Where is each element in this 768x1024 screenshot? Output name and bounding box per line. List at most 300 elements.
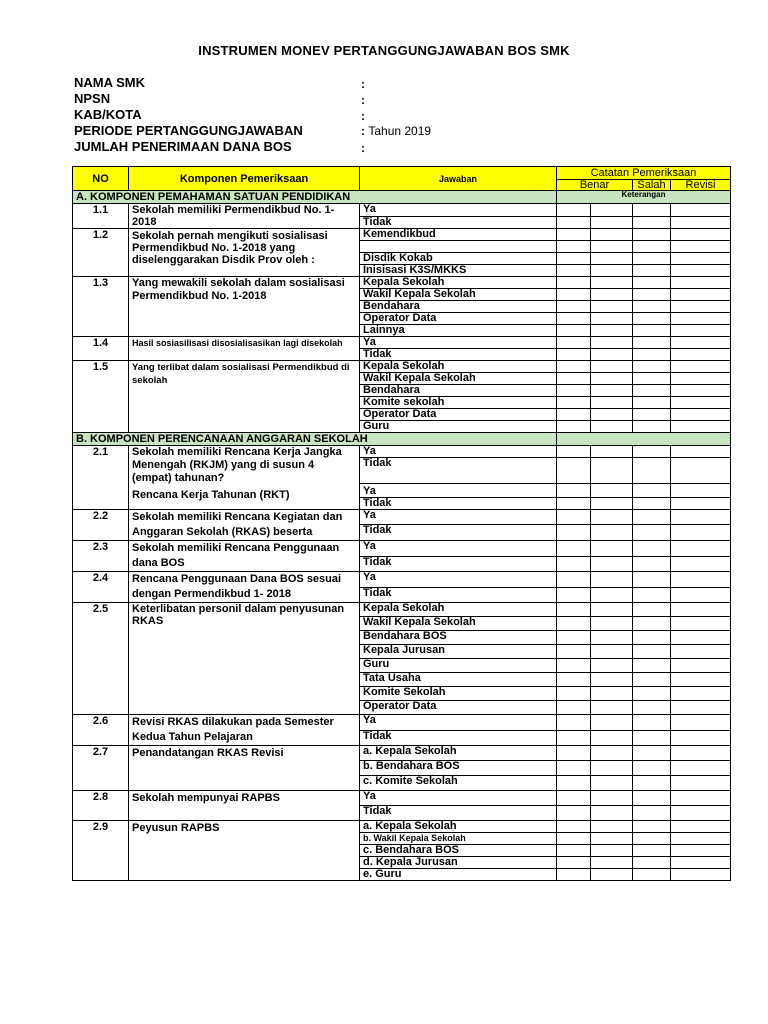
- check-cell[interactable]: [633, 761, 671, 776]
- header-komponen: Komponen Pemeriksaan: [129, 167, 360, 191]
- answer-option: Operator Data: [360, 409, 557, 421]
- check-cell[interactable]: [671, 277, 731, 289]
- check-cell[interactable]: [591, 397, 633, 409]
- check-cell[interactable]: [671, 229, 731, 241]
- check-cell[interactable]: [591, 701, 633, 715]
- answer-option: Wakil Kepala Sekolah: [360, 373, 557, 385]
- check-cell[interactable]: [671, 821, 731, 833]
- answer-option: Bendahara: [360, 301, 557, 313]
- info-label-periode: PERIODE PERTANGGUNGJAWABAN: [74, 123, 303, 138]
- check-cell[interactable]: [671, 349, 731, 361]
- check-cell[interactable]: [671, 673, 731, 687]
- check-cell[interactable]: [591, 498, 633, 510]
- check-cell[interactable]: [591, 484, 633, 498]
- check-cell[interactable]: [671, 541, 731, 557]
- answer-option: Wakil Kepala Sekolah: [360, 289, 557, 301]
- check-cell[interactable]: [633, 241, 671, 253]
- row-no: 2.3: [73, 541, 129, 572]
- check-cell[interactable]: [671, 313, 731, 325]
- answer-option: Disdik Kokab: [360, 253, 557, 265]
- answer-option: Ya: [360, 572, 557, 588]
- check-cell[interactable]: [633, 791, 671, 806]
- row-no: 2.5: [73, 603, 129, 715]
- info-label-npsn: NPSN: [74, 91, 111, 106]
- answer-option: Kepala Jurusan: [360, 645, 557, 659]
- check-cell[interactable]: [591, 325, 633, 337]
- table-row: [73, 541, 731, 557]
- table-row: [73, 337, 731, 349]
- check-cell[interactable]: [633, 687, 671, 701]
- check-cell[interactable]: [671, 833, 731, 845]
- row-no: 1.4: [73, 337, 129, 361]
- section-b-heading: B. KOMPONEN PERENCANAAN ANGGARAN SEKOLAH: [73, 433, 557, 446]
- row-no: 1.5: [73, 361, 129, 433]
- table-row: [73, 446, 731, 458]
- table-row: [73, 229, 731, 241]
- check-cell[interactable]: [557, 409, 591, 421]
- check-cell[interactable]: [591, 572, 633, 588]
- check-cell[interactable]: [557, 631, 591, 645]
- check-cell[interactable]: [557, 325, 591, 337]
- check-cell[interactable]: [557, 806, 591, 821]
- answer-option: Tidak: [360, 349, 557, 361]
- check-cell[interactable]: [633, 541, 671, 557]
- answer-option: b. Wakil Kepala Sekolah: [360, 833, 557, 845]
- check-cell[interactable]: [633, 289, 671, 301]
- check-cell[interactable]: [557, 498, 591, 510]
- check-cell[interactable]: [671, 397, 731, 409]
- header-no: NO: [73, 167, 129, 191]
- check-cell[interactable]: [633, 524, 671, 540]
- check-cell[interactable]: [671, 241, 731, 253]
- check-cell[interactable]: [591, 645, 633, 659]
- check-cell[interactable]: [671, 510, 731, 525]
- info-label-kab-kota: KAB/KOTA: [74, 107, 142, 122]
- row-no: 2.2: [73, 510, 129, 541]
- row-komponen: Sekolah memiliki Rencana Kegiatan dan Anggaran Sekolah (RKAS) beserta: [129, 510, 360, 541]
- check-cell[interactable]: [557, 776, 591, 791]
- check-cell[interactable]: [633, 265, 671, 277]
- check-cell[interactable]: [671, 687, 731, 701]
- check-cell[interactable]: [633, 730, 671, 746]
- check-cell[interactable]: [591, 603, 633, 617]
- check-cell[interactable]: [633, 701, 671, 715]
- answer-option: Tidak: [360, 806, 557, 821]
- answer-option: Ya: [360, 791, 557, 806]
- answer-option: Ya: [360, 715, 557, 731]
- check-cell[interactable]: [557, 337, 591, 349]
- check-cell[interactable]: [633, 337, 671, 349]
- info-value-periode: Tahun 2019: [368, 124, 432, 138]
- answer-option: Komite Sekolah: [360, 687, 557, 701]
- check-cell[interactable]: [671, 484, 731, 498]
- check-cell[interactable]: [591, 746, 633, 761]
- check-cell[interactable]: [591, 361, 633, 373]
- info-label-jumlah: JUMLAH PENERIMAAN DANA BOS: [74, 139, 292, 154]
- check-cell[interactable]: [591, 791, 633, 806]
- check-cell[interactable]: [591, 446, 633, 458]
- check-cell[interactable]: [557, 673, 591, 687]
- check-cell[interactable]: [671, 845, 731, 857]
- answer-option: [360, 241, 557, 253]
- answer-option: Guru: [360, 421, 557, 433]
- answer-option: Tidak: [360, 216, 557, 229]
- check-cell[interactable]: [633, 746, 671, 761]
- check-cell[interactable]: [591, 715, 633, 731]
- check-cell[interactable]: [591, 301, 633, 313]
- row-no: 2.6: [73, 715, 129, 746]
- check-cell[interactable]: [591, 289, 633, 301]
- check-cell[interactable]: [591, 385, 633, 397]
- row-komponen: Rencana Penggunaan Dana BOS sesuai dengan Permendikbud 1- 2018: [129, 572, 360, 603]
- answer-option: Ya: [360, 510, 557, 525]
- answer-option: Ya: [360, 484, 557, 498]
- check-cell[interactable]: [591, 687, 633, 701]
- check-cell[interactable]: [633, 869, 671, 881]
- check-cell[interactable]: [671, 587, 731, 603]
- check-cell[interactable]: [557, 349, 591, 361]
- check-cell[interactable]: [633, 715, 671, 731]
- info-colon-kab-kota: :: [361, 109, 365, 123]
- check-cell[interactable]: [671, 857, 731, 869]
- row-no: 1.3: [73, 277, 129, 337]
- check-cell[interactable]: [633, 617, 671, 631]
- check-cell[interactable]: [633, 510, 671, 525]
- check-cell[interactable]: [557, 701, 591, 715]
- check-cell[interactable]: [671, 659, 731, 673]
- check-cell[interactable]: [671, 253, 731, 265]
- check-cell[interactable]: [591, 216, 633, 229]
- check-cell[interactable]: [671, 409, 731, 421]
- row-komponen: Sekolah memiliki Permendikbud No. 1-2018: [129, 204, 360, 229]
- answer-option: c. Komite Sekolah: [360, 776, 557, 791]
- table-row: [73, 791, 731, 806]
- check-cell[interactable]: [591, 349, 633, 361]
- check-cell[interactable]: [557, 541, 591, 557]
- info-colon-nama-smk: :: [361, 77, 365, 91]
- check-cell[interactable]: [591, 730, 633, 746]
- monev-table: [72, 166, 731, 881]
- check-cell[interactable]: [591, 253, 633, 265]
- check-cell[interactable]: [671, 524, 731, 540]
- check-cell[interactable]: [671, 603, 731, 617]
- check-cell[interactable]: [591, 204, 633, 217]
- check-cell[interactable]: [557, 715, 591, 731]
- answer-option: Tidak: [360, 524, 557, 540]
- answer-option: a. Kepala Sekolah: [360, 821, 557, 833]
- check-cell[interactable]: [633, 397, 671, 409]
- check-cell[interactable]: [557, 833, 591, 845]
- table-row: [73, 603, 731, 617]
- check-cell[interactable]: [557, 484, 591, 498]
- check-cell[interactable]: [591, 761, 633, 776]
- check-cell[interactable]: [557, 421, 591, 433]
- check-cell[interactable]: [557, 761, 591, 776]
- answer-option: b. Bendahara BOS: [360, 761, 557, 776]
- table-row: [73, 572, 731, 588]
- check-cell[interactable]: [633, 446, 671, 458]
- row-no: 2.4: [73, 572, 129, 603]
- header-benar: Benar: [557, 180, 633, 191]
- check-cell[interactable]: [671, 730, 731, 746]
- row-komponen-text-2: Rencana Kerja Tahunan (RKT): [132, 489, 290, 501]
- answer-option: Tidak: [360, 730, 557, 746]
- info-colon-jumlah: :: [361, 141, 365, 155]
- check-cell[interactable]: [633, 572, 671, 588]
- check-cell[interactable]: [633, 253, 671, 265]
- check-cell[interactable]: [591, 458, 633, 484]
- check-cell[interactable]: [633, 484, 671, 498]
- row-no: 2.9: [73, 821, 129, 881]
- check-cell[interactable]: [671, 289, 731, 301]
- check-cell[interactable]: [557, 687, 591, 701]
- check-cell[interactable]: [671, 776, 731, 791]
- check-cell[interactable]: [671, 556, 731, 572]
- check-cell[interactable]: [557, 229, 591, 241]
- check-cell[interactable]: [671, 498, 731, 510]
- row-komponen: Keterlibatan personil dalam penyusunan RKAS: [129, 603, 360, 715]
- answer-option: Wakil Kepala Sekolah: [360, 617, 557, 631]
- check-cell[interactable]: [671, 869, 731, 881]
- check-cell[interactable]: [671, 325, 731, 337]
- check-cell[interactable]: [671, 301, 731, 313]
- header-keterangan: Keterangan: [621, 190, 666, 199]
- check-cell[interactable]: [633, 277, 671, 289]
- header-revisi: Revisi: [671, 180, 731, 191]
- check-cell[interactable]: [633, 204, 671, 217]
- check-cell[interactable]: [557, 397, 591, 409]
- check-cell[interactable]: [557, 587, 591, 603]
- row-komponen-text: Sekolah memiliki Rencana Kerja Jangka Menengah (RKJM) yang di susun 4 (empat) tahunan?: [132, 446, 342, 484]
- check-cell[interactable]: [557, 659, 591, 673]
- check-cell[interactable]: [591, 833, 633, 845]
- check-cell[interactable]: [591, 776, 633, 791]
- info-colon-periode-colon: :: [361, 124, 365, 138]
- check-cell[interactable]: [557, 204, 591, 217]
- table-row: [73, 277, 731, 289]
- check-cell[interactable]: [591, 857, 633, 869]
- check-cell[interactable]: [591, 541, 633, 557]
- check-cell[interactable]: [591, 869, 633, 881]
- answer-option: Kepala Sekolah: [360, 277, 557, 289]
- check-cell[interactable]: [671, 458, 731, 484]
- check-cell[interactable]: [633, 349, 671, 361]
- check-cell[interactable]: [633, 373, 671, 385]
- answer-option: c. Bendahara BOS: [360, 845, 557, 857]
- check-cell[interactable]: [633, 587, 671, 603]
- check-cell[interactable]: [633, 845, 671, 857]
- check-cell[interactable]: [591, 241, 633, 253]
- row-no: 2.1: [73, 446, 129, 510]
- check-cell[interactable]: [557, 458, 591, 484]
- answer-option: a. Kepala Sekolah: [360, 746, 557, 761]
- answer-option: Tata Usaha: [360, 673, 557, 687]
- check-cell[interactable]: [633, 216, 671, 229]
- check-cell[interactable]: [671, 216, 731, 229]
- check-cell[interactable]: [557, 277, 591, 289]
- check-cell[interactable]: [633, 821, 671, 833]
- check-cell[interactable]: [591, 409, 633, 421]
- check-cell[interactable]: [633, 301, 671, 313]
- check-cell[interactable]: [633, 857, 671, 869]
- check-cell[interactable]: [557, 361, 591, 373]
- check-cell[interactable]: [557, 446, 591, 458]
- check-cell[interactable]: [591, 806, 633, 821]
- check-cell[interactable]: [633, 421, 671, 433]
- answer-option: Guru: [360, 659, 557, 673]
- answer-option: Kepala Sekolah: [360, 361, 557, 373]
- info-label-nama-smk: NAMA SMK: [74, 75, 146, 90]
- check-cell[interactable]: [557, 845, 591, 857]
- check-cell[interactable]: [557, 301, 591, 313]
- table-row: [73, 821, 731, 833]
- row-komponen: Sekolah memiliki Rencana Penggunaan dana BOS: [129, 541, 360, 572]
- row-komponen: Sekolah mempunyai RAPBS: [129, 791, 360, 821]
- check-cell[interactable]: [671, 631, 731, 645]
- check-cell[interactable]: [591, 510, 633, 525]
- check-cell[interactable]: [633, 498, 671, 510]
- check-cell[interactable]: [557, 730, 591, 746]
- header-catatan: Catatan Pemeriksaan: [557, 167, 731, 180]
- check-cell[interactable]: [557, 791, 591, 806]
- check-cell[interactable]: [591, 556, 633, 572]
- row-komponen: Sekolah pernah mengikuti sosialisasi Permendikbud No. 1-2018 yang diselenggarakan Disdik Prov oleh :: [129, 229, 360, 277]
- answer-option: Operator Data: [360, 313, 557, 325]
- check-cell[interactable]: [591, 229, 633, 241]
- check-cell[interactable]: [557, 313, 591, 325]
- answer-option: Tidak: [360, 587, 557, 603]
- check-cell[interactable]: [591, 659, 633, 673]
- section-a-heading: A. KOMPONEN PEMAHAMAN SATUAN PENDIDIKAN: [73, 191, 557, 204]
- answer-option: Bendahara: [360, 385, 557, 397]
- check-cell[interactable]: [557, 216, 591, 229]
- row-no: 1.1: [73, 204, 129, 229]
- check-cell[interactable]: [591, 277, 633, 289]
- check-cell[interactable]: [557, 869, 591, 881]
- check-cell[interactable]: [591, 587, 633, 603]
- check-cell[interactable]: [671, 617, 731, 631]
- check-cell[interactable]: [557, 645, 591, 659]
- check-cell[interactable]: [671, 746, 731, 761]
- check-cell[interactable]: [591, 421, 633, 433]
- answer-option: Kepala Sekolah: [360, 603, 557, 617]
- check-cell[interactable]: [671, 701, 731, 715]
- check-cell[interactable]: [633, 361, 671, 373]
- row-komponen: Penandatangan RKAS Revisi: [129, 746, 360, 791]
- check-cell[interactable]: [557, 524, 591, 540]
- answer-option: Ya: [360, 337, 557, 349]
- table-row: [73, 510, 731, 525]
- table-row: [73, 715, 731, 731]
- check-cell[interactable]: [591, 631, 633, 645]
- check-cell[interactable]: [557, 289, 591, 301]
- check-cell[interactable]: [671, 361, 731, 373]
- check-cell[interactable]: [671, 572, 731, 588]
- check-cell[interactable]: [671, 761, 731, 776]
- check-cell[interactable]: [557, 821, 591, 833]
- row-komponen: Hasil sosiasilisasi disosialisasikan lagi disekolah: [129, 337, 360, 361]
- answer-option: Ya: [360, 541, 557, 557]
- check-cell[interactable]: [633, 631, 671, 645]
- check-cell[interactable]: [671, 373, 731, 385]
- check-cell[interactable]: [671, 791, 731, 806]
- check-cell[interactable]: [557, 603, 591, 617]
- check-cell[interactable]: [671, 806, 731, 821]
- check-cell[interactable]: [633, 659, 671, 673]
- check-cell[interactable]: [671, 337, 731, 349]
- check-cell[interactable]: [591, 373, 633, 385]
- check-cell[interactable]: [557, 556, 591, 572]
- check-cell[interactable]: [591, 673, 633, 687]
- check-cell[interactable]: [557, 253, 591, 265]
- check-cell[interactable]: [671, 446, 731, 458]
- answer-option: Komite sekolah: [360, 397, 557, 409]
- check-cell[interactable]: [557, 373, 591, 385]
- check-cell[interactable]: [591, 821, 633, 833]
- row-komponen: [129, 446, 360, 510]
- check-cell[interactable]: [633, 313, 671, 325]
- check-cell[interactable]: [671, 265, 731, 277]
- check-cell[interactable]: [591, 617, 633, 631]
- answer-option: Kemendikbud: [360, 229, 557, 241]
- check-cell[interactable]: [633, 645, 671, 659]
- row-no: 2.7: [73, 746, 129, 791]
- check-cell[interactable]: [671, 385, 731, 397]
- check-cell[interactable]: [633, 458, 671, 484]
- check-cell[interactable]: [671, 421, 731, 433]
- check-cell[interactable]: [557, 510, 591, 525]
- check-cell[interactable]: [591, 313, 633, 325]
- answer-option: d. Kepala Jurusan: [360, 857, 557, 869]
- answer-option: Lainnya: [360, 325, 557, 337]
- check-cell[interactable]: [591, 845, 633, 857]
- info-colon-periode: [361, 123, 431, 139]
- check-cell[interactable]: [591, 265, 633, 277]
- check-cell[interactable]: [633, 556, 671, 572]
- check-cell[interactable]: [591, 337, 633, 349]
- answer-option: Tidak: [360, 556, 557, 572]
- check-cell[interactable]: [633, 325, 671, 337]
- answer-option: Ya: [360, 204, 557, 217]
- answer-option: Bendahara BOS: [360, 631, 557, 645]
- check-cell[interactable]: [557, 746, 591, 761]
- check-cell[interactable]: [633, 603, 671, 617]
- table-row: [73, 361, 731, 373]
- check-cell[interactable]: [671, 645, 731, 659]
- check-cell[interactable]: [633, 833, 671, 845]
- check-cell[interactable]: [557, 265, 591, 277]
- check-cell[interactable]: [671, 204, 731, 217]
- table-row: [73, 746, 731, 761]
- check-cell[interactable]: [633, 776, 671, 791]
- check-cell[interactable]: [557, 617, 591, 631]
- header-salah: Salah: [633, 180, 671, 191]
- answer-option: e. Guru: [360, 869, 557, 881]
- check-cell[interactable]: [557, 857, 591, 869]
- check-cell[interactable]: [671, 715, 731, 731]
- check-cell[interactable]: [591, 524, 633, 540]
- check-cell[interactable]: [557, 385, 591, 397]
- answer-option: Tidak: [360, 458, 557, 484]
- check-cell[interactable]: [633, 806, 671, 821]
- check-cell[interactable]: [557, 572, 591, 588]
- check-cell[interactable]: [633, 409, 671, 421]
- check-cell[interactable]: [633, 673, 671, 687]
- row-komponen: Revisi RKAS dilakukan pada Semester Kedua Tahun Pelajaran: [129, 715, 360, 746]
- check-cell[interactable]: [633, 385, 671, 397]
- check-cell[interactable]: [633, 229, 671, 241]
- check-cell[interactable]: [557, 241, 591, 253]
